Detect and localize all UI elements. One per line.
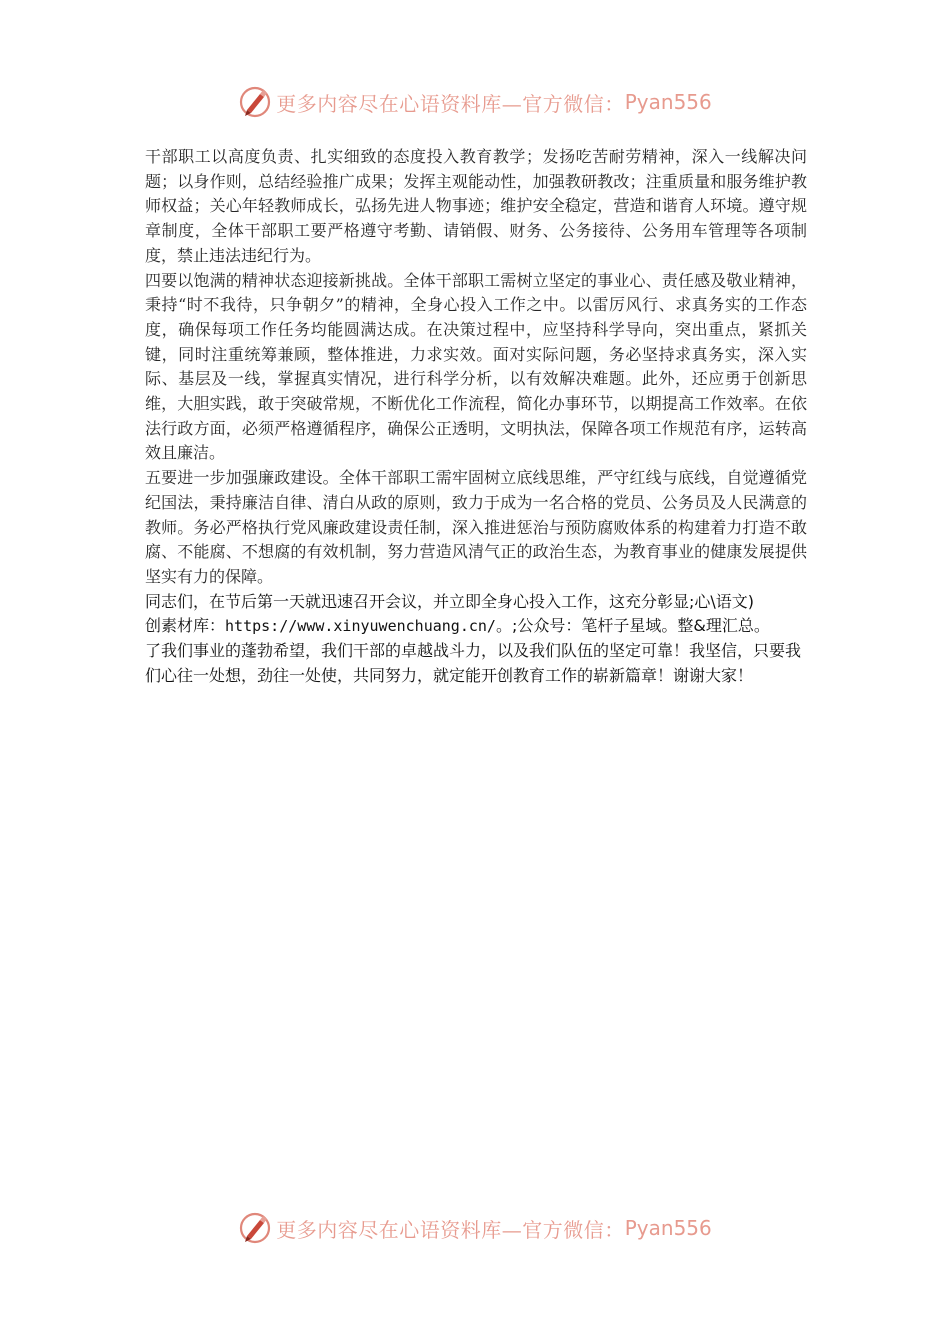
paragraph-duties: 干部职工以高度负责、扎实细致的态度投入教育教学；发扬吃苦耐劳精神，深入一线解决问题；以身作则，总结经验推广成果；发挥主观能动性，加强教研教改；注重质量和服务维护教师权益；关心年轻教师成长，弘扬先进人物事迹；维护安全稳定，营造和谐育人环境。遵守规章制度，全体干部职工要严格遵守考勤、请销假、财务、公务接待、公务用车管理等各项制度，禁止违法违纪行为。 xyxy=(145,147,807,265)
banner-text: 更多内容尽在心语资料库—官方微信： xyxy=(276,91,625,116)
closing-line-1: 同志们，在节后第一天就迅速召开会议，并立即全身心投入工作，这充分彰显;心\语文) xyxy=(145,591,755,611)
closing-line-2-suffix: 。;公众号：笔杆子星域。整&理汇总。 xyxy=(495,616,770,636)
footer-banner xyxy=(0,1208,950,1248)
document-body xyxy=(145,145,807,688)
closing-line-3: 了我们事业的蓬勃希望，我们干部的卓越战斗力，以及我们队伍的坚定可靠！我坚信，只要我们心往一处想，劲往一处使，共同努力，就定能开创教育工作的崭新篇章！谢谢大家！ xyxy=(145,641,802,685)
pen-logo-icon xyxy=(238,1211,272,1245)
pen-logo-icon xyxy=(238,85,272,119)
closing-line-2 xyxy=(145,614,807,639)
paragraph-integrity: 五要进一步加强廉政建设。全体干部职工需牢固树立底线思维，严守红线与底线，自觉遵循党纪国法，秉持廉洁自律、清白从政的原则，致力于成为一名合格的党员、公务员及人民满意的教师。务必严格执行党风廉政建设责任制，深入推进惩治与预防腐败体系的构建着力打造不敢腐、不能腐、不想腐的有效机制，努力营造风清气正的政治生态，为教育事业的健康发展提供坚实有力的保障。 xyxy=(145,468,807,586)
closing-line-2-prefix: 创素材库： xyxy=(145,616,226,636)
paragraph-spirit: 四要以饱满的精神状态迎接新挑战。全体干部职工需树立坚定的事业心、责任感及敬业精神，秉持“时不我待，只争朝夕”的精神，全身心投入工作之中。以雷厉风行、求真务实的工作态度，确保每项工作任务均能圆满达成。在决策过程中，应坚持科学导向，突出重点，紧抓关键，同时注重统筹兼顾，整体推进，力求实效。面对实际问题，务必坚持求真务实，深入实际、基层及一线，掌握真实情况，进行科学分析，以有效解决难题。此外，还应勇于创新思维，大胆实践，敢于突破常规，不断优化工作流程，简化办事环节，以期提高工作效率。在依法行政方面，必须严格遵循程序，确保公正透明，文明执法，保障各项工作规范有序，运转高效且廉洁。 xyxy=(145,270,807,463)
header-banner xyxy=(0,82,950,122)
banner-text: 更多内容尽在心语资料库—官方微信： xyxy=(276,1217,625,1242)
wechat-id: Pyan556 xyxy=(624,90,712,114)
source-url: https://www.xinyuwenchuang.cn/ xyxy=(225,617,496,636)
wechat-id: Pyan556 xyxy=(624,1216,712,1240)
